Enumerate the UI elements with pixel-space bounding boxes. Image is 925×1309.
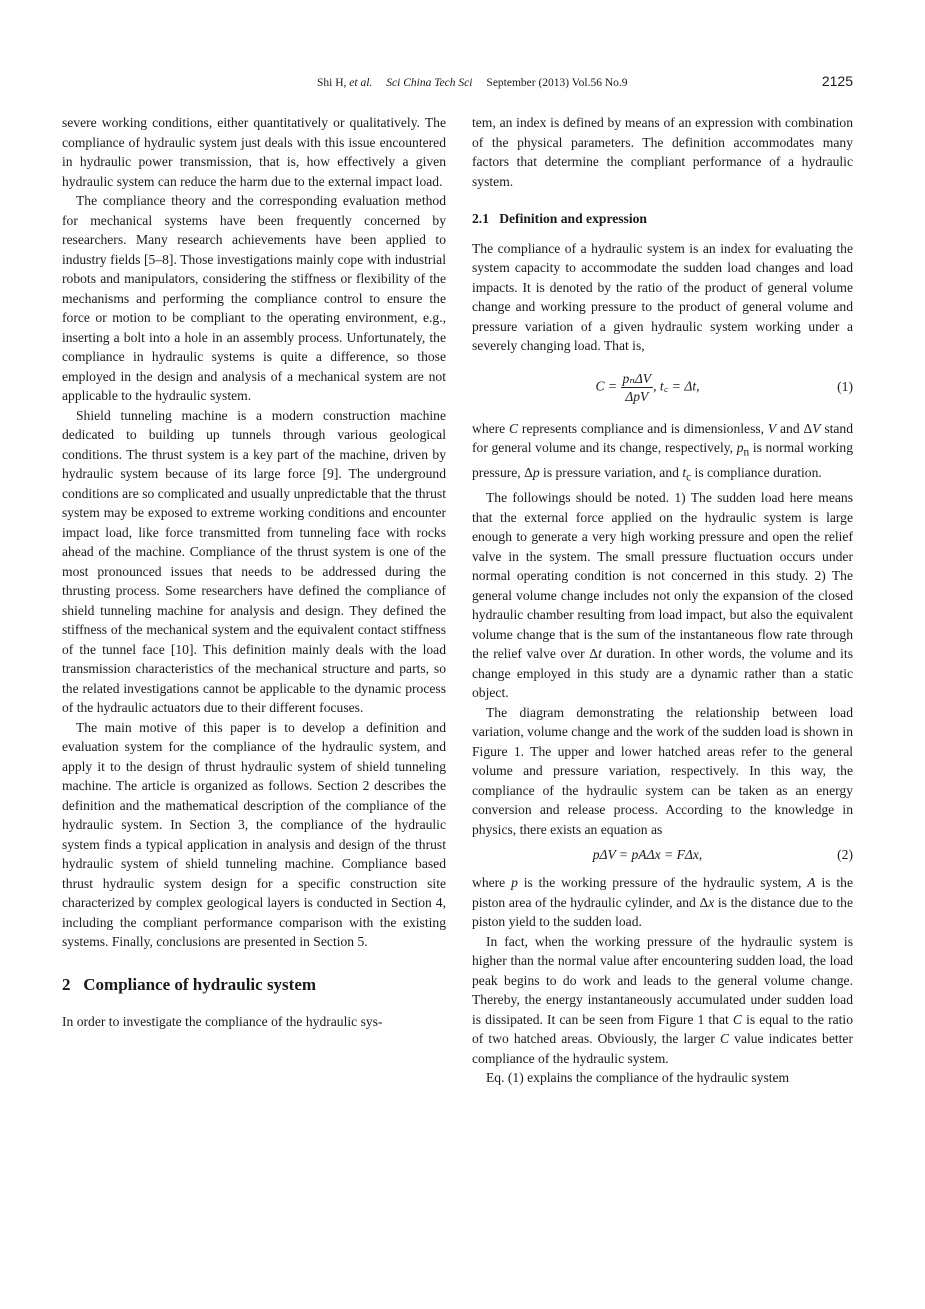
paragraph: The compliance theory and the corresponding evaluation method for mechanical systems have been frequently concerned by researchers. Many research achievements have been applied to industry fields [5–8]. Those investigations mainly cope with industrial robots and manipulators, considering the stiffness or flexibility of the mechanisms and performing the compliance control to ensure the force or motion to be compliant to the operating environment, e.g., inserting a bolt into a hole in an assembly process. Unfortunately, the compliance in hydraulic systems is quite a difference, so those employed in the design and analysis of a mechanical system are not applicable to the hydraulic system. bbox=[62, 193, 446, 403]
section-heading: 2 Compliance of hydraulic system bbox=[62, 974, 317, 994]
paragraph: The main motive of this paper is to develop a definition and evaluation system for the compliance of the hydraulic system, and apply it to the design of thrust hydraulic system of shield tunneling machine. The article is organized as follows. Section 2 describes the definition and the mathematical description of the compliance of the hydraulic system. In Section 3, the compliance of the hydraulic system finds a typical application in analysis and design of the thrust hydraulic system of shield tunneling machine. Compliance based thrust hydraulic system design for a specific construction site characterized by complex geological layers is conducted in Section 4, including the compliant performance comparison with the existing systems. Finally, conclusions are presented in Section 5. bbox=[62, 719, 446, 949]
paragraph: The diagram demonstrating the relationship between load variation, volume change and the work of the sudden load is shown in Figure 1. The upper and lower hatched areas refer to the general volume and pressure variation, respectively. In this way, the compliance of the hydraulic system can be taken as an energy conversion and release process. According to the knowledge in physics, there exists an equation as bbox=[472, 704, 853, 837]
paragraph: where C represents compliance and is dimensionless, V and ΔV stand for general volume and its change, respectively, $p_n$ is normal working pressure, Δp is pressure variation, and $t_c$ is compliance duration. bbox=[472, 420, 854, 484]
paragraph: The compliance of a hydraulic system is an index for evaluating the system capacity to accommodate the sudden load changes and load impacts. It is denoted by the ratio of the product of general volume change and working pressure to the product of general volume and pressure variation of a given hydraulic system working under a severely changing load. That is, bbox=[472, 240, 853, 353]
math-symbol: p bbox=[736, 440, 744, 455]
math-symbol: V bbox=[812, 420, 821, 436]
math-symbol: C bbox=[732, 1011, 742, 1027]
equation-number: (2) bbox=[837, 847, 853, 863]
math-symbol: V bbox=[767, 420, 777, 436]
math-symbol: x bbox=[708, 894, 715, 910]
paragraph: In order to investigate the compliance of the hydraulic sys- bbox=[62, 1013, 383, 1029]
paragraph: tem, an index is defined by means of an expression with combination of the physical parameters. The definition accommodates many factors that determine the compliant performance of a hydraulic system. bbox=[472, 115, 853, 189]
eq1-fraction bbox=[621, 370, 654, 405]
paragraph: where p is the working pressure of the hydraulic system, A is the piston area of the hydraulic cylinder, and Δx is the distance due to the piston yield to the sudden load. bbox=[472, 875, 853, 930]
equation-1 bbox=[472, 370, 853, 405]
left-column bbox=[62, 113, 446, 1031]
running-header bbox=[317, 73, 853, 89]
equation-2 bbox=[472, 847, 853, 863]
paragraph: In fact, when the working pressure of the hydraulic system is higher than the normal value after encountering sudden load, the load peak begins to do work and leads to the general volume change. Thereby, the energy instantaneously accumulated under sudden load is dissipated. It can be seen from Figure 1 that C is equal to the ratio of two hatched areas. Obviously, the larger C value indicates better compliance of the hydraulic system. bbox=[472, 933, 853, 1066]
math-symbol: t bbox=[598, 646, 602, 662]
paragraph: Shield tunneling machine is a modern construction machine dedicated to building up tunnels through various geological conditions. The thrust system is a key part of the machine, driven by hydraulic system because of its large force [9]. The underground conditions are so complicated and usually unpredictable that the thrust system may be exposed to extreme working conditions and encounter impact load, like force transmitted from tunneling face with rocks ahead of the machine. Compliance of the thrust system is one of the most pronounced issues that needs to be addressed during the thrusting process. Some researchers have defined the compliance of shield tunneling machine for analysis and design. They defined the stiffness of the mechanical system and the equivalent contact stiffness of the tunnel face [10]. This definition mainly deals with the load transmission characteristics of the mechanical structure and parts, so the related investigations cannot be applicable to the dynamic process of the hydraulic actuators due to their different focuses. bbox=[62, 407, 446, 715]
paragraph: severe working conditions, either quantitatively or qualitatively. The compliance of hydraulic system just deals with this issue encountered in hydraulic power transmission, that is, how effectively a given hydraulic system can reduce the harm due to the external impact load. bbox=[62, 115, 446, 189]
authors: Shi H, bbox=[317, 77, 350, 89]
math-symbol: A bbox=[807, 875, 816, 891]
eq1-duration: , t꜀ = Δt, bbox=[653, 378, 700, 394]
eq1-denominator: ΔpV bbox=[625, 388, 649, 404]
running-header-issue: September (2013) Vol.56 No.9 bbox=[486, 77, 628, 89]
subsection-heading: 2.1 Definition and expression bbox=[472, 211, 647, 226]
eq2-expression: pΔV = pAΔx = FΔx, bbox=[592, 847, 703, 863]
eq1-numerator: pₙΔV bbox=[622, 370, 652, 386]
running-header-journal: Sci China Tech Sci bbox=[386, 77, 473, 89]
paragraph: Eq. (1) explains the compliance of the hydraulic system bbox=[486, 1070, 790, 1086]
math-symbol: C bbox=[720, 1031, 730, 1047]
eq1-lhs: C = bbox=[595, 378, 618, 394]
math-symbol: t bbox=[682, 465, 687, 481]
math-symbol: p bbox=[532, 465, 540, 481]
right-column bbox=[472, 113, 853, 1088]
paragraph: The followings should be noted. 1) The sudden load here means that the external force applied on the hydraulic system is large enough to generate a very high working pressure and open the relief valve in the system. The small pressure fluctuation occurs under normal operating condition is not concerned in this study. 2) The general volume change includes not only the expansion of the closed hydraulic chamber resulting from load impact, but also the equivalent volume change that is the sum of the instantaneous flow rate through the relief valve over Δt duration. In other words, the volume and its change employed in this study are a dynamic rather than a static object. bbox=[472, 490, 854, 701]
math-subscript: n bbox=[743, 446, 750, 459]
math-subscript: c bbox=[686, 471, 692, 484]
math-symbol: C bbox=[509, 420, 519, 436]
equation-number: (1) bbox=[837, 379, 853, 394]
et-al: et al. bbox=[349, 77, 373, 89]
page-number: 2125 bbox=[821, 73, 853, 89]
math-symbol: p bbox=[511, 875, 518, 891]
running-header-authors bbox=[317, 77, 372, 89]
